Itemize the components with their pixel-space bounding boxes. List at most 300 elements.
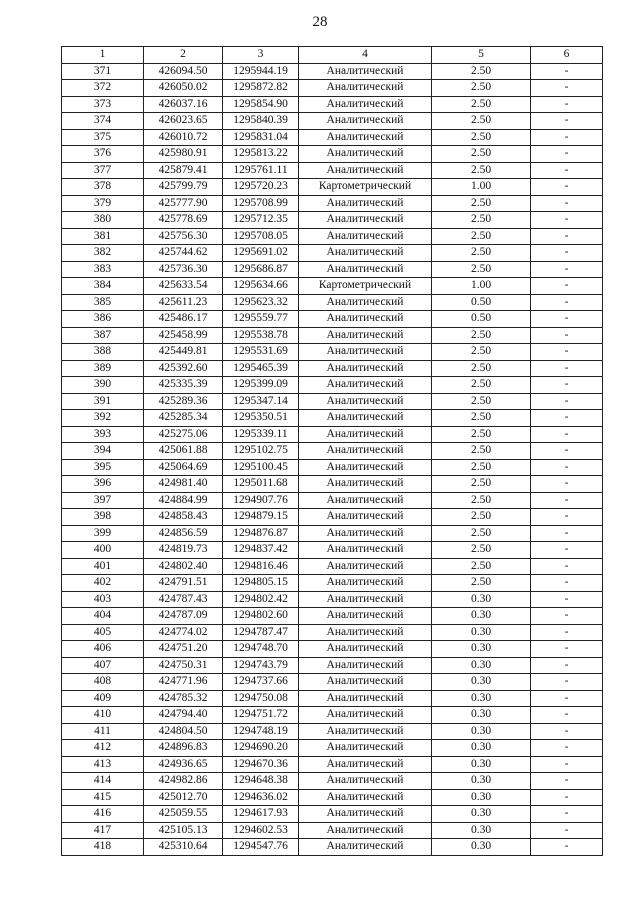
table-cell: 2.50 [432, 228, 531, 245]
table-cell: 411 [62, 723, 144, 740]
table-cell: Аналитический [299, 344, 432, 361]
table-cell: 410 [62, 707, 144, 724]
table-cell: Картометрический [299, 278, 432, 295]
table-row [62, 96, 603, 113]
table-cell: 2.50 [432, 542, 531, 559]
table-cell: 424794.40 [144, 707, 223, 724]
table-cell: - [531, 839, 603, 856]
table-cell: - [531, 492, 603, 509]
table-cell: 382 [62, 245, 144, 262]
table-cell: 424858.43 [144, 509, 223, 526]
column-header: 6 [531, 47, 603, 64]
table-cell: 1295350.51 [223, 410, 299, 427]
table-cell: 404 [62, 608, 144, 625]
table-cell: 402 [62, 575, 144, 592]
table-cell: 424982.86 [144, 773, 223, 790]
table-cell: 425756.30 [144, 228, 223, 245]
table-cell: Аналитический [299, 773, 432, 790]
table-cell: 418 [62, 839, 144, 856]
table-cell: 1294907.76 [223, 492, 299, 509]
table-cell: Аналитический [299, 294, 432, 311]
table-cell: 1295840.39 [223, 113, 299, 130]
table-cell: Аналитический [299, 509, 432, 526]
table-cell: 424802.40 [144, 558, 223, 575]
table-cell: - [531, 723, 603, 740]
table-cell: 2.50 [432, 344, 531, 361]
table-row [62, 129, 603, 146]
table-row [62, 327, 603, 344]
table-cell: 1294690.20 [223, 740, 299, 757]
table-cell: 372 [62, 80, 144, 97]
table-cell: 378 [62, 179, 144, 196]
table-cell: Аналитический [299, 492, 432, 509]
table-cell: 426010.72 [144, 129, 223, 146]
column-header: 4 [299, 47, 432, 64]
table-cell: 2.50 [432, 113, 531, 130]
table-cell: 374 [62, 113, 144, 130]
table-cell: - [531, 228, 603, 245]
table-cell: 1295531.69 [223, 344, 299, 361]
table-cell: Аналитический [299, 459, 432, 476]
table-row [62, 773, 603, 790]
table-row [62, 311, 603, 328]
table-cell: - [531, 360, 603, 377]
table-cell: 386 [62, 311, 144, 328]
table-row [62, 393, 603, 410]
table-cell: 2.50 [432, 509, 531, 526]
table-row [62, 690, 603, 707]
table-cell: Аналитический [299, 212, 432, 229]
table-cell: 1294805.15 [223, 575, 299, 592]
table-cell: 0.30 [432, 674, 531, 691]
table-cell: 1295634.66 [223, 278, 299, 295]
table-cell: - [531, 558, 603, 575]
table-row [62, 426, 603, 443]
table-cell: 1295623.32 [223, 294, 299, 311]
table-cell: 376 [62, 146, 144, 163]
table-cell: Аналитический [299, 641, 432, 658]
table-row [62, 410, 603, 427]
table-cell: 414 [62, 773, 144, 790]
table-cell: 1295011.68 [223, 476, 299, 493]
table-row [62, 822, 603, 839]
table-cell: Аналитический [299, 575, 432, 592]
table-cell: Аналитический [299, 806, 432, 823]
table-cell: 1295100.45 [223, 459, 299, 476]
table-row [62, 294, 603, 311]
table-cell: - [531, 443, 603, 460]
table-cell: - [531, 195, 603, 212]
table-cell: 1295538.78 [223, 327, 299, 344]
table-cell: 1.00 [432, 179, 531, 196]
table-cell: - [531, 822, 603, 839]
table-cell: 1294787.47 [223, 624, 299, 641]
table-cell: 0.30 [432, 641, 531, 658]
table-cell: 424804.50 [144, 723, 223, 740]
table-body [62, 63, 603, 855]
table-cell: 385 [62, 294, 144, 311]
table-row [62, 443, 603, 460]
table-cell: 425012.70 [144, 789, 223, 806]
table-cell: - [531, 410, 603, 427]
table-cell: 426023.65 [144, 113, 223, 130]
table-cell: 1295712.35 [223, 212, 299, 229]
table-cell: 1294879.15 [223, 509, 299, 526]
table-cell: 424981.40 [144, 476, 223, 493]
table-cell: 2.50 [432, 80, 531, 97]
table-cell: - [531, 393, 603, 410]
table-cell: 1294748.19 [223, 723, 299, 740]
table-cell: 1295339.11 [223, 426, 299, 443]
table-cell: 1.00 [432, 278, 531, 295]
table-cell: - [531, 426, 603, 443]
page-number: 28 [312, 14, 328, 30]
table-cell: - [531, 591, 603, 608]
table-cell: - [531, 162, 603, 179]
table-cell: Аналитический [299, 476, 432, 493]
table-cell: 1294670.36 [223, 756, 299, 773]
table-cell: - [531, 278, 603, 295]
table-cell: Аналитический [299, 245, 432, 262]
table-cell: 424771.96 [144, 674, 223, 691]
table-cell: Аналитический [299, 839, 432, 856]
table-cell: - [531, 129, 603, 146]
table-cell: Аналитический [299, 657, 432, 674]
table-cell: 0.30 [432, 723, 531, 740]
table-cell: 1295854.90 [223, 96, 299, 113]
table-cell: - [531, 525, 603, 542]
table-cell: 425458.99 [144, 327, 223, 344]
table-cell: Аналитический [299, 690, 432, 707]
table-cell: 388 [62, 344, 144, 361]
table-row [62, 707, 603, 724]
table-cell: 424751.20 [144, 641, 223, 658]
table-cell: 389 [62, 360, 144, 377]
table-cell: 424896.83 [144, 740, 223, 757]
table-cell: 425777.90 [144, 195, 223, 212]
table-cell: 425289.36 [144, 393, 223, 410]
table-cell: 1294547.76 [223, 839, 299, 856]
table-row [62, 228, 603, 245]
table-cell: 426037.16 [144, 96, 223, 113]
table-cell: 1294617.93 [223, 806, 299, 823]
table-row [62, 179, 603, 196]
table-cell: - [531, 740, 603, 757]
table-cell: 1294802.42 [223, 591, 299, 608]
table-cell: 424774.02 [144, 624, 223, 641]
table-row [62, 80, 603, 97]
table-row [62, 377, 603, 394]
table-cell: 393 [62, 426, 144, 443]
table-cell: 1295691.02 [223, 245, 299, 262]
table-cell: 381 [62, 228, 144, 245]
table-cell: Аналитический [299, 443, 432, 460]
table-cell: - [531, 261, 603, 278]
table-cell: 1294876.87 [223, 525, 299, 542]
table-cell: 2.50 [432, 245, 531, 262]
table-cell: - [531, 773, 603, 790]
table-cell: 1295347.14 [223, 393, 299, 410]
table-cell: 2.50 [432, 212, 531, 229]
table-cell: - [531, 327, 603, 344]
table-cell: 405 [62, 624, 144, 641]
table-cell: 426050.02 [144, 80, 223, 97]
table-cell: Аналитический [299, 261, 432, 278]
table-cell: 1295831.04 [223, 129, 299, 146]
table-cell: 397 [62, 492, 144, 509]
table-cell: 425392.60 [144, 360, 223, 377]
table-row [62, 195, 603, 212]
table-cell: 2.50 [432, 327, 531, 344]
table-cell: 417 [62, 822, 144, 839]
table-cell: 0.30 [432, 591, 531, 608]
column-header: 1 [62, 47, 144, 64]
table-cell: 0.30 [432, 657, 531, 674]
table-row [62, 740, 603, 757]
table-cell: Аналитический [299, 707, 432, 724]
table-cell: Аналитический [299, 393, 432, 410]
table-row [62, 591, 603, 608]
table-cell: - [531, 80, 603, 97]
table-cell: - [531, 575, 603, 592]
table-cell: 1295872.82 [223, 80, 299, 97]
table-cell: Аналитический [299, 80, 432, 97]
table-cell: 2.50 [432, 476, 531, 493]
table-cell: - [531, 674, 603, 691]
table-cell: 408 [62, 674, 144, 691]
table-cell: - [531, 476, 603, 493]
table-cell: 2.50 [432, 459, 531, 476]
table-cell: 2.50 [432, 492, 531, 509]
table-cell: 426094.50 [144, 63, 223, 80]
table-cell: Аналитический [299, 756, 432, 773]
table-cell: Аналитический [299, 674, 432, 691]
table-cell: Аналитический [299, 789, 432, 806]
table-cell: 424819.73 [144, 542, 223, 559]
table-cell: 1294751.72 [223, 707, 299, 724]
table-row [62, 245, 603, 262]
table-cell: - [531, 179, 603, 196]
table-cell: 2.50 [432, 426, 531, 443]
table-cell: 395 [62, 459, 144, 476]
table-cell: - [531, 641, 603, 658]
table-cell: 425980.91 [144, 146, 223, 163]
column-header: 2 [144, 47, 223, 64]
table-cell: 1295559.77 [223, 311, 299, 328]
table-cell: 412 [62, 740, 144, 757]
table-cell: 0.30 [432, 789, 531, 806]
table-cell: 1295708.05 [223, 228, 299, 245]
table-cell: 425799.79 [144, 179, 223, 196]
table-cell: 1294816.46 [223, 558, 299, 575]
table-cell: 403 [62, 591, 144, 608]
table-cell: 1295720.23 [223, 179, 299, 196]
table-row [62, 641, 603, 658]
table-cell: Аналитический [299, 426, 432, 443]
table-cell: 424856.59 [144, 525, 223, 542]
table-cell: Картометрический [299, 179, 432, 196]
table-cell: 424884.99 [144, 492, 223, 509]
table-cell: 384 [62, 278, 144, 295]
table-cell: 2.50 [432, 360, 531, 377]
table-cell: - [531, 311, 603, 328]
table-cell: - [531, 789, 603, 806]
table-row [62, 278, 603, 295]
table-cell: 0.30 [432, 707, 531, 724]
table-cell: 0.30 [432, 756, 531, 773]
table-cell: 1294648.38 [223, 773, 299, 790]
table-cell: Аналитический [299, 822, 432, 839]
table-cell: 1294748.70 [223, 641, 299, 658]
table-cell: 401 [62, 558, 144, 575]
table-row [62, 212, 603, 229]
table-cell: - [531, 806, 603, 823]
table-cell: 1295686.87 [223, 261, 299, 278]
table-cell: 400 [62, 542, 144, 559]
table-cell: Аналитический [299, 228, 432, 245]
table-cell: - [531, 690, 603, 707]
table-cell: 425105.13 [144, 822, 223, 839]
table-cell: 415 [62, 789, 144, 806]
table-cell: 373 [62, 96, 144, 113]
table-cell: - [531, 245, 603, 262]
table-cell: 425633.54 [144, 278, 223, 295]
table-cell: 1294737.66 [223, 674, 299, 691]
table-cell: Аналитический [299, 558, 432, 575]
table-cell: 425486.17 [144, 311, 223, 328]
table-cell: 2.50 [432, 195, 531, 212]
table-cell: 1295761.11 [223, 162, 299, 179]
table-row [62, 509, 603, 526]
table-cell: Аналитический [299, 525, 432, 542]
table-row [62, 261, 603, 278]
table-row [62, 723, 603, 740]
table-cell: 2.50 [432, 558, 531, 575]
table-cell: 380 [62, 212, 144, 229]
table-cell: 375 [62, 129, 144, 146]
table-cell: 2.50 [432, 96, 531, 113]
table-cell: Аналитический [299, 624, 432, 641]
table-row [62, 492, 603, 509]
table-cell: 396 [62, 476, 144, 493]
table-cell: 424936.65 [144, 756, 223, 773]
table-row [62, 162, 603, 179]
table-cell: - [531, 657, 603, 674]
table-cell: 387 [62, 327, 144, 344]
table-cell: 424787.09 [144, 608, 223, 625]
table-cell: 424785.32 [144, 690, 223, 707]
table-cell: 0.30 [432, 608, 531, 625]
table-cell: 1294743.79 [223, 657, 299, 674]
table-cell: Аналитический [299, 146, 432, 163]
table-cell: 371 [62, 63, 144, 80]
table-cell: 409 [62, 690, 144, 707]
table-cell: 1294602.53 [223, 822, 299, 839]
table-cell: 391 [62, 393, 144, 410]
table-cell: 392 [62, 410, 144, 427]
table-cell: 425744.62 [144, 245, 223, 262]
table-cell: 425611.23 [144, 294, 223, 311]
table-row [62, 624, 603, 641]
table-row [62, 344, 603, 361]
table-cell: 2.50 [432, 525, 531, 542]
table-cell: 0.30 [432, 822, 531, 839]
table-cell: Аналитический [299, 740, 432, 757]
table-cell: 424791.51 [144, 575, 223, 592]
table-cell: - [531, 542, 603, 559]
table-cell: 425449.81 [144, 344, 223, 361]
table-cell: 1295708.99 [223, 195, 299, 212]
table-row [62, 575, 603, 592]
table-cell: 399 [62, 525, 144, 542]
table-cell: Аналитический [299, 723, 432, 740]
table-cell: 425064.69 [144, 459, 223, 476]
table-cell: 2.50 [432, 63, 531, 80]
table-cell: Аналитический [299, 327, 432, 344]
table-row [62, 558, 603, 575]
table-cell: 425736.30 [144, 261, 223, 278]
table-cell: Аналитический [299, 162, 432, 179]
table-cell: 406 [62, 641, 144, 658]
table-cell: - [531, 624, 603, 641]
table-cell: 1294636.02 [223, 789, 299, 806]
table-cell: - [531, 707, 603, 724]
table-cell: 2.50 [432, 377, 531, 394]
table-cell: Аналитический [299, 63, 432, 80]
table-cell: 0.50 [432, 311, 531, 328]
table-cell: - [531, 146, 603, 163]
table-cell: 2.50 [432, 162, 531, 179]
table-row [62, 674, 603, 691]
table-cell: 1294802.60 [223, 608, 299, 625]
table-cell: Аналитический [299, 113, 432, 130]
table-cell: 0.30 [432, 690, 531, 707]
table-row [62, 839, 603, 856]
table-cell: 425335.39 [144, 377, 223, 394]
table-cell: - [531, 344, 603, 361]
table-cell: - [531, 608, 603, 625]
table-cell: - [531, 509, 603, 526]
table-cell: 2.50 [432, 261, 531, 278]
table-cell: 377 [62, 162, 144, 179]
table-cell: 1295944.19 [223, 63, 299, 80]
table-cell: 1294837.42 [223, 542, 299, 559]
table-cell: - [531, 63, 603, 80]
table-row [62, 459, 603, 476]
column-header: 5 [432, 47, 531, 64]
table-cell: Аналитический [299, 311, 432, 328]
table-cell: 2.50 [432, 393, 531, 410]
table-cell: 407 [62, 657, 144, 674]
column-header: 3 [223, 47, 299, 64]
table-cell: 425778.69 [144, 212, 223, 229]
table-row [62, 146, 603, 163]
table-cell: 2.50 [432, 129, 531, 146]
table-cell: 0.30 [432, 839, 531, 856]
table-cell: - [531, 377, 603, 394]
table-row [62, 63, 603, 80]
table-header-row [62, 47, 603, 64]
coordinates-table [61, 46, 603, 856]
table-row [62, 476, 603, 493]
table-cell: Аналитический [299, 195, 432, 212]
table-cell: 1295102.75 [223, 443, 299, 460]
table-cell: 425061.88 [144, 443, 223, 460]
table-row [62, 756, 603, 773]
table-cell: 0.50 [432, 294, 531, 311]
table-row [62, 542, 603, 559]
table-row [62, 360, 603, 377]
